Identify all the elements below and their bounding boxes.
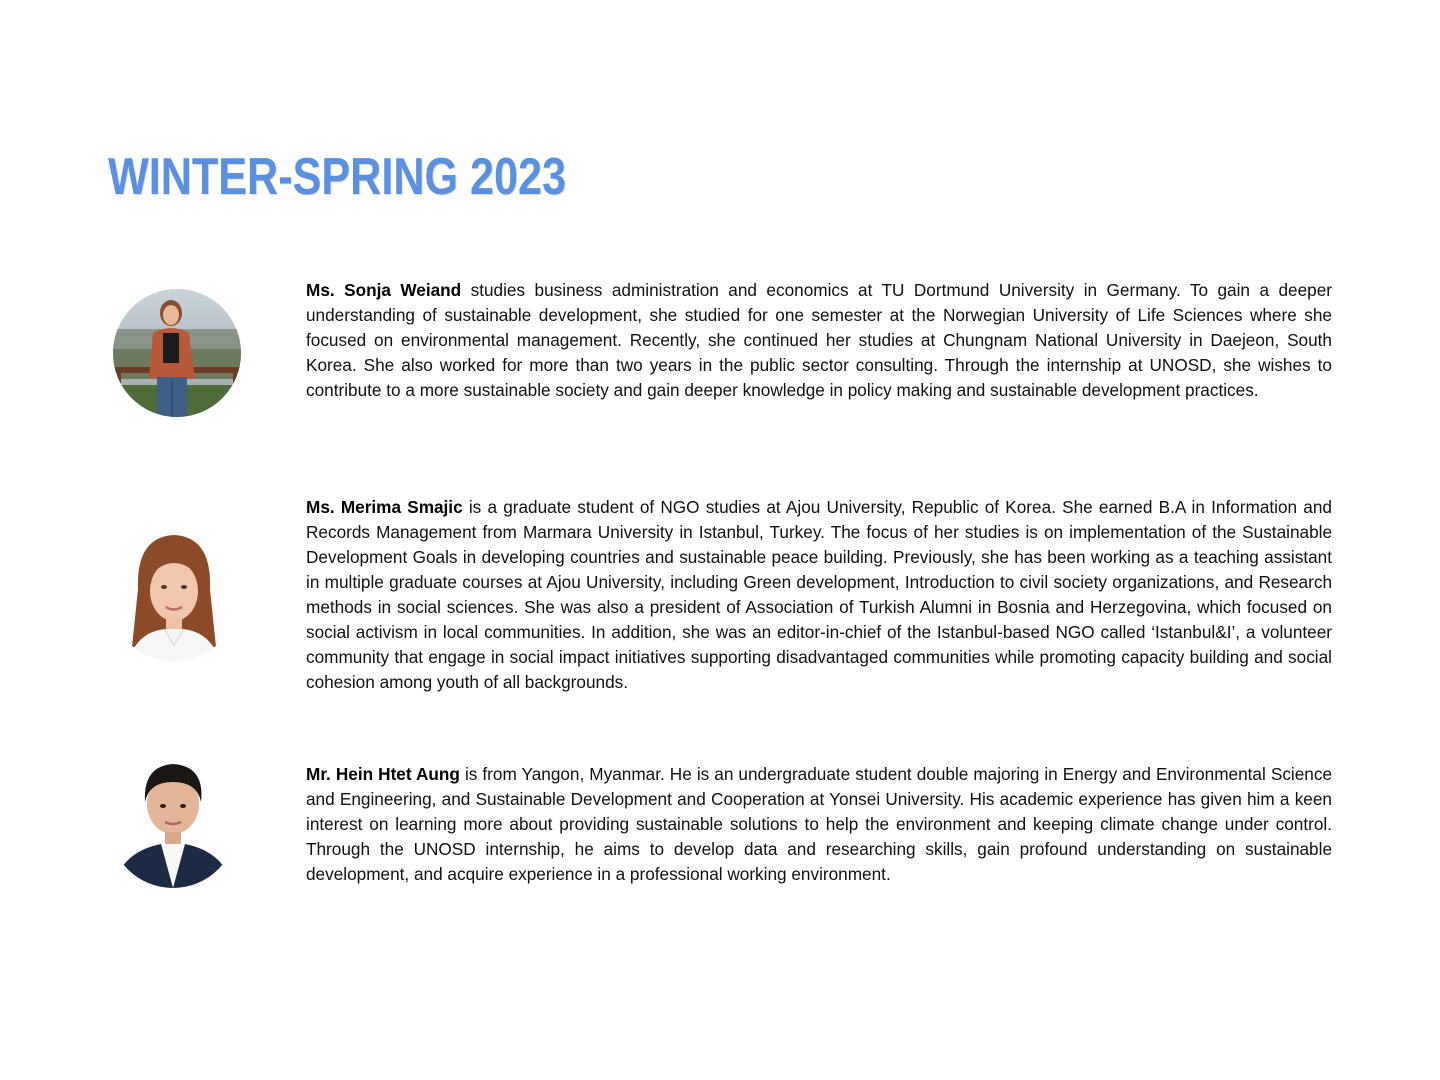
avatar-photo <box>108 529 240 661</box>
bio-text <box>306 762 1332 887</box>
bio-description: studies business administration and economics at TU Dortmund University in Germany. To gain a deeper understanding of sustainable development, she studied for one semester at the Norwegian University of Life Sciences where she focused on environmental management. Recently, she continued her studies at Chungnam National University in Daejeon, South Korea. She also worked for more than two years in the public sector consulting. Through the internship at UNOSD, she wishes to contribute to a more sustainable society and gain deeper knowledge in policy making and sustainable development practices. <box>306 280 1332 400</box>
avatar-photo <box>113 289 241 417</box>
bio-description: is from Yangon, Myanmar. He is an undergraduate student double majoring in Energy and Environmental Science and Engineering, and Sustainable Development and Cooperation at Yonsei University. His academic experience has given him a keen interest on learning more about providing sustainable solutions to help the environment and keeping climate change under control. Through the UNOSD internship, he aims to develop data and researching skills, gain profound understanding on sustainable development, and acquire experience in a professional working environment. <box>306 764 1333 884</box>
bio-text <box>306 278 1332 403</box>
avatar-photo <box>109 760 237 888</box>
person-name: Ms. Merima Smajic <box>306 497 463 517</box>
portrait-image <box>109 760 237 888</box>
portrait-image <box>113 289 241 417</box>
bio-description: is a graduate student of NGO studies at Ajou University, Republic of Korea. She earned B.A in Information and Records Management from Marmara University in Istanbul, Turkey. The focus of her studies is on implementation of the Sustainable Development Goals in developing countries and sustainable peace building. Previously, she has been working as a teaching assistant in multiple graduate courses at Ajou University, including Green development, Introduction to civil society organizations, and Research methods in social sciences. She was also a president of Association of Turkish Alumni in Bosnia and Herzegovina, which focused on social activism in local communities. In addition, she was an editor-in-chief of the Istanbul-based NGO called ‘Istanbul&I’, a volunteer community that engage in social impact initiatives supporting disadvantaged communities while promoting capacity building and social cohesion among youth of all backgrounds. <box>306 497 1332 692</box>
person-name: Mr. Hein Htet Aung <box>306 764 460 784</box>
page-title: WINTER-SPRING 2023 <box>108 148 567 206</box>
person-name: Ms. Sonja Weiand <box>306 280 462 300</box>
portrait-image <box>108 529 240 661</box>
bio-text <box>306 495 1332 695</box>
